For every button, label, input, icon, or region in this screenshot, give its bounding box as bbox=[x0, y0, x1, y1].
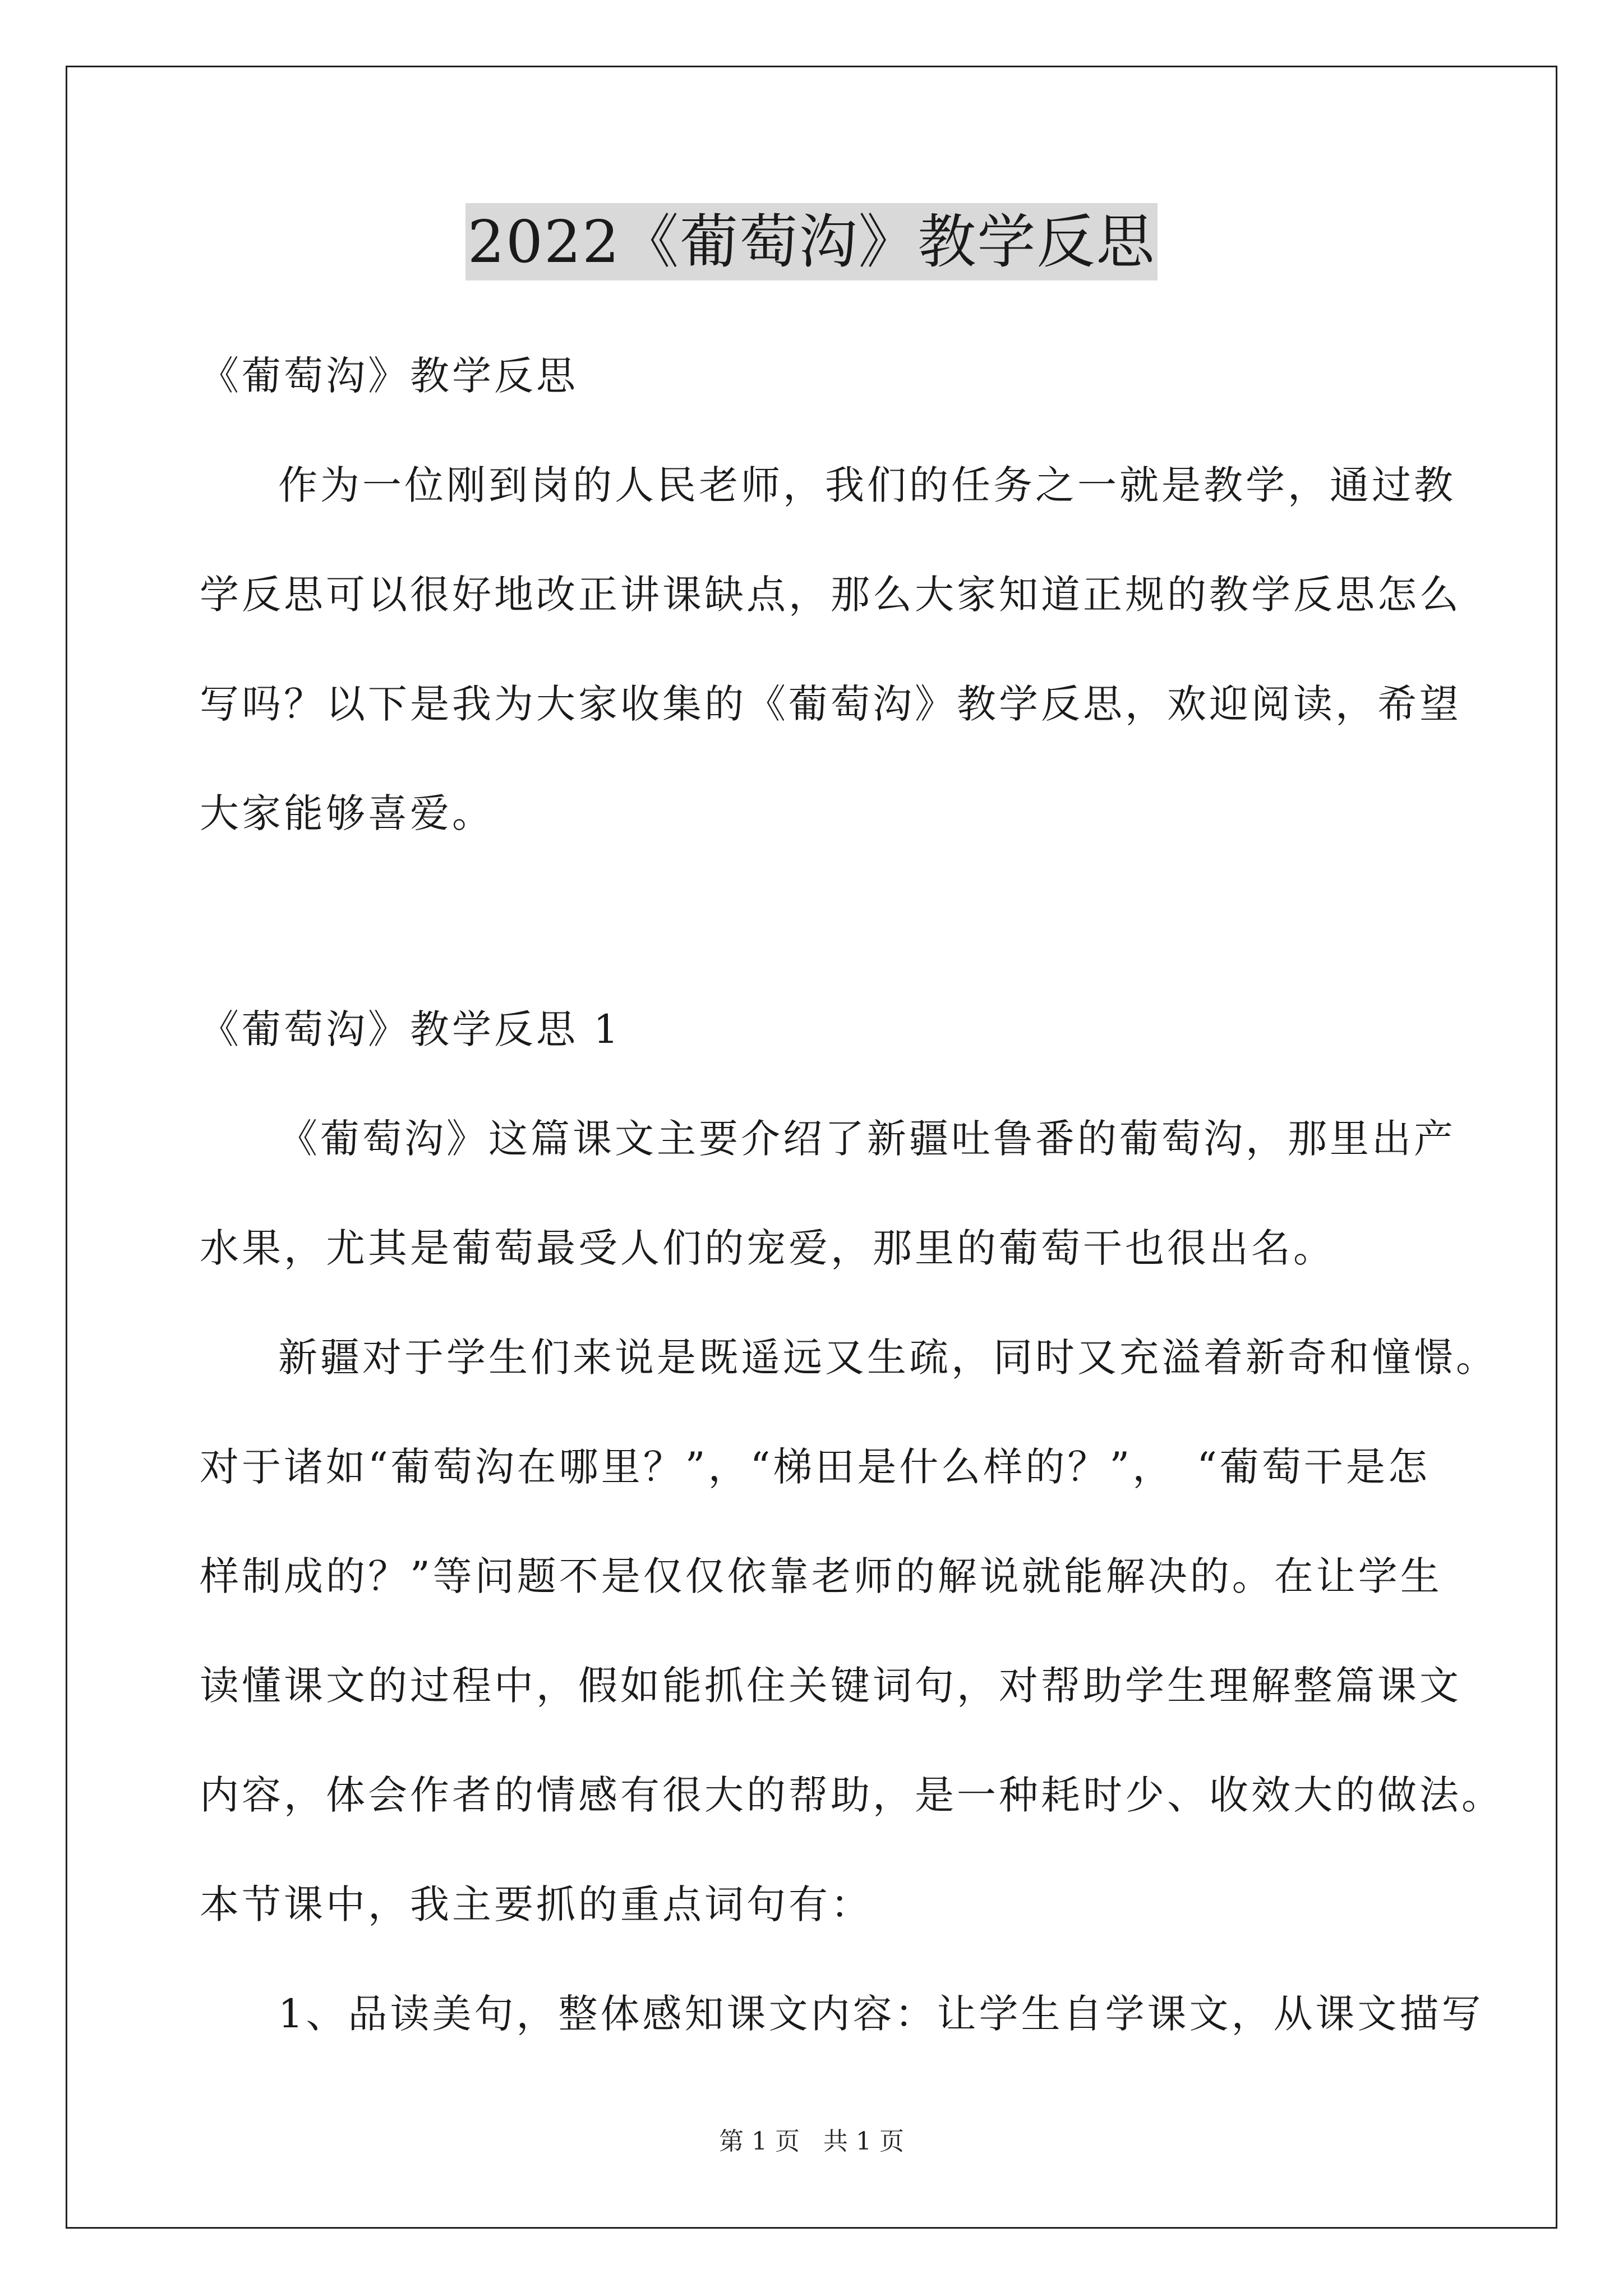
body-line-7: 内容，体会作者的情感有很大的帮助，是一种耗时少、收效大的做法。 bbox=[200, 1772, 1504, 1818]
body-line-1: 《葡萄沟》这篇课文主要介绍了新疆吐鲁番的葡萄沟，那里出产 bbox=[278, 1116, 1456, 1162]
page-number-total: 共 1 页 bbox=[823, 2127, 904, 2156]
body-line-6: 读懂课文的过程中，假如能抓住关键词句，对帮助学生理解整篇课文 bbox=[200, 1663, 1461, 1709]
body-line-2: 水果，尤其是葡萄最受人们的宠爱，那里的葡萄干也很出名。 bbox=[200, 1225, 1335, 1271]
intro-line-1: 作为一位刚到岗的人民老师，我们的任务之一就是教学，通过教 bbox=[278, 462, 1456, 508]
document-title: 2022《葡萄沟》教学反思 bbox=[465, 203, 1158, 280]
intro-line-4: 大家能够喜爱。 bbox=[200, 790, 494, 836]
intro-line-2: 学反思可以很好地改正讲课缺点，那么大家知道正规的教学反思怎么 bbox=[200, 572, 1461, 618]
document-subtitle: 《葡萄沟》教学反思 bbox=[200, 353, 578, 399]
body-line-5: 样制成的？”等问题不是仅仅依靠老师的解说就能解决的。在让学生 bbox=[200, 1553, 1442, 1599]
page-number-current: 第 1 页 bbox=[719, 2127, 800, 2156]
page-footer bbox=[0, 2126, 1623, 2157]
section-heading: 《葡萄沟》教学反思 1 bbox=[200, 1006, 621, 1052]
title-container bbox=[0, 203, 1623, 280]
body-line-8: 本节课中，我主要抓的重点词句有： bbox=[200, 1881, 873, 1927]
intro-line-3: 写吗？以下是我为大家收集的《葡萄沟》教学反思，欢迎阅读，希望 bbox=[200, 681, 1461, 727]
body-line-9: 1、品读美句，整体感知课文内容：让学生自学课文，从课文描写 bbox=[278, 1991, 1484, 2037]
body-line-4: 对于诸如“葡萄沟在哪里？”，“梯田是什么样的？”， “葡萄干是怎 bbox=[200, 1444, 1430, 1490]
body-line-3: 新疆对于学生们来说是既遥远又生疏，同时又充溢着新奇和憧憬。 bbox=[278, 1335, 1498, 1381]
